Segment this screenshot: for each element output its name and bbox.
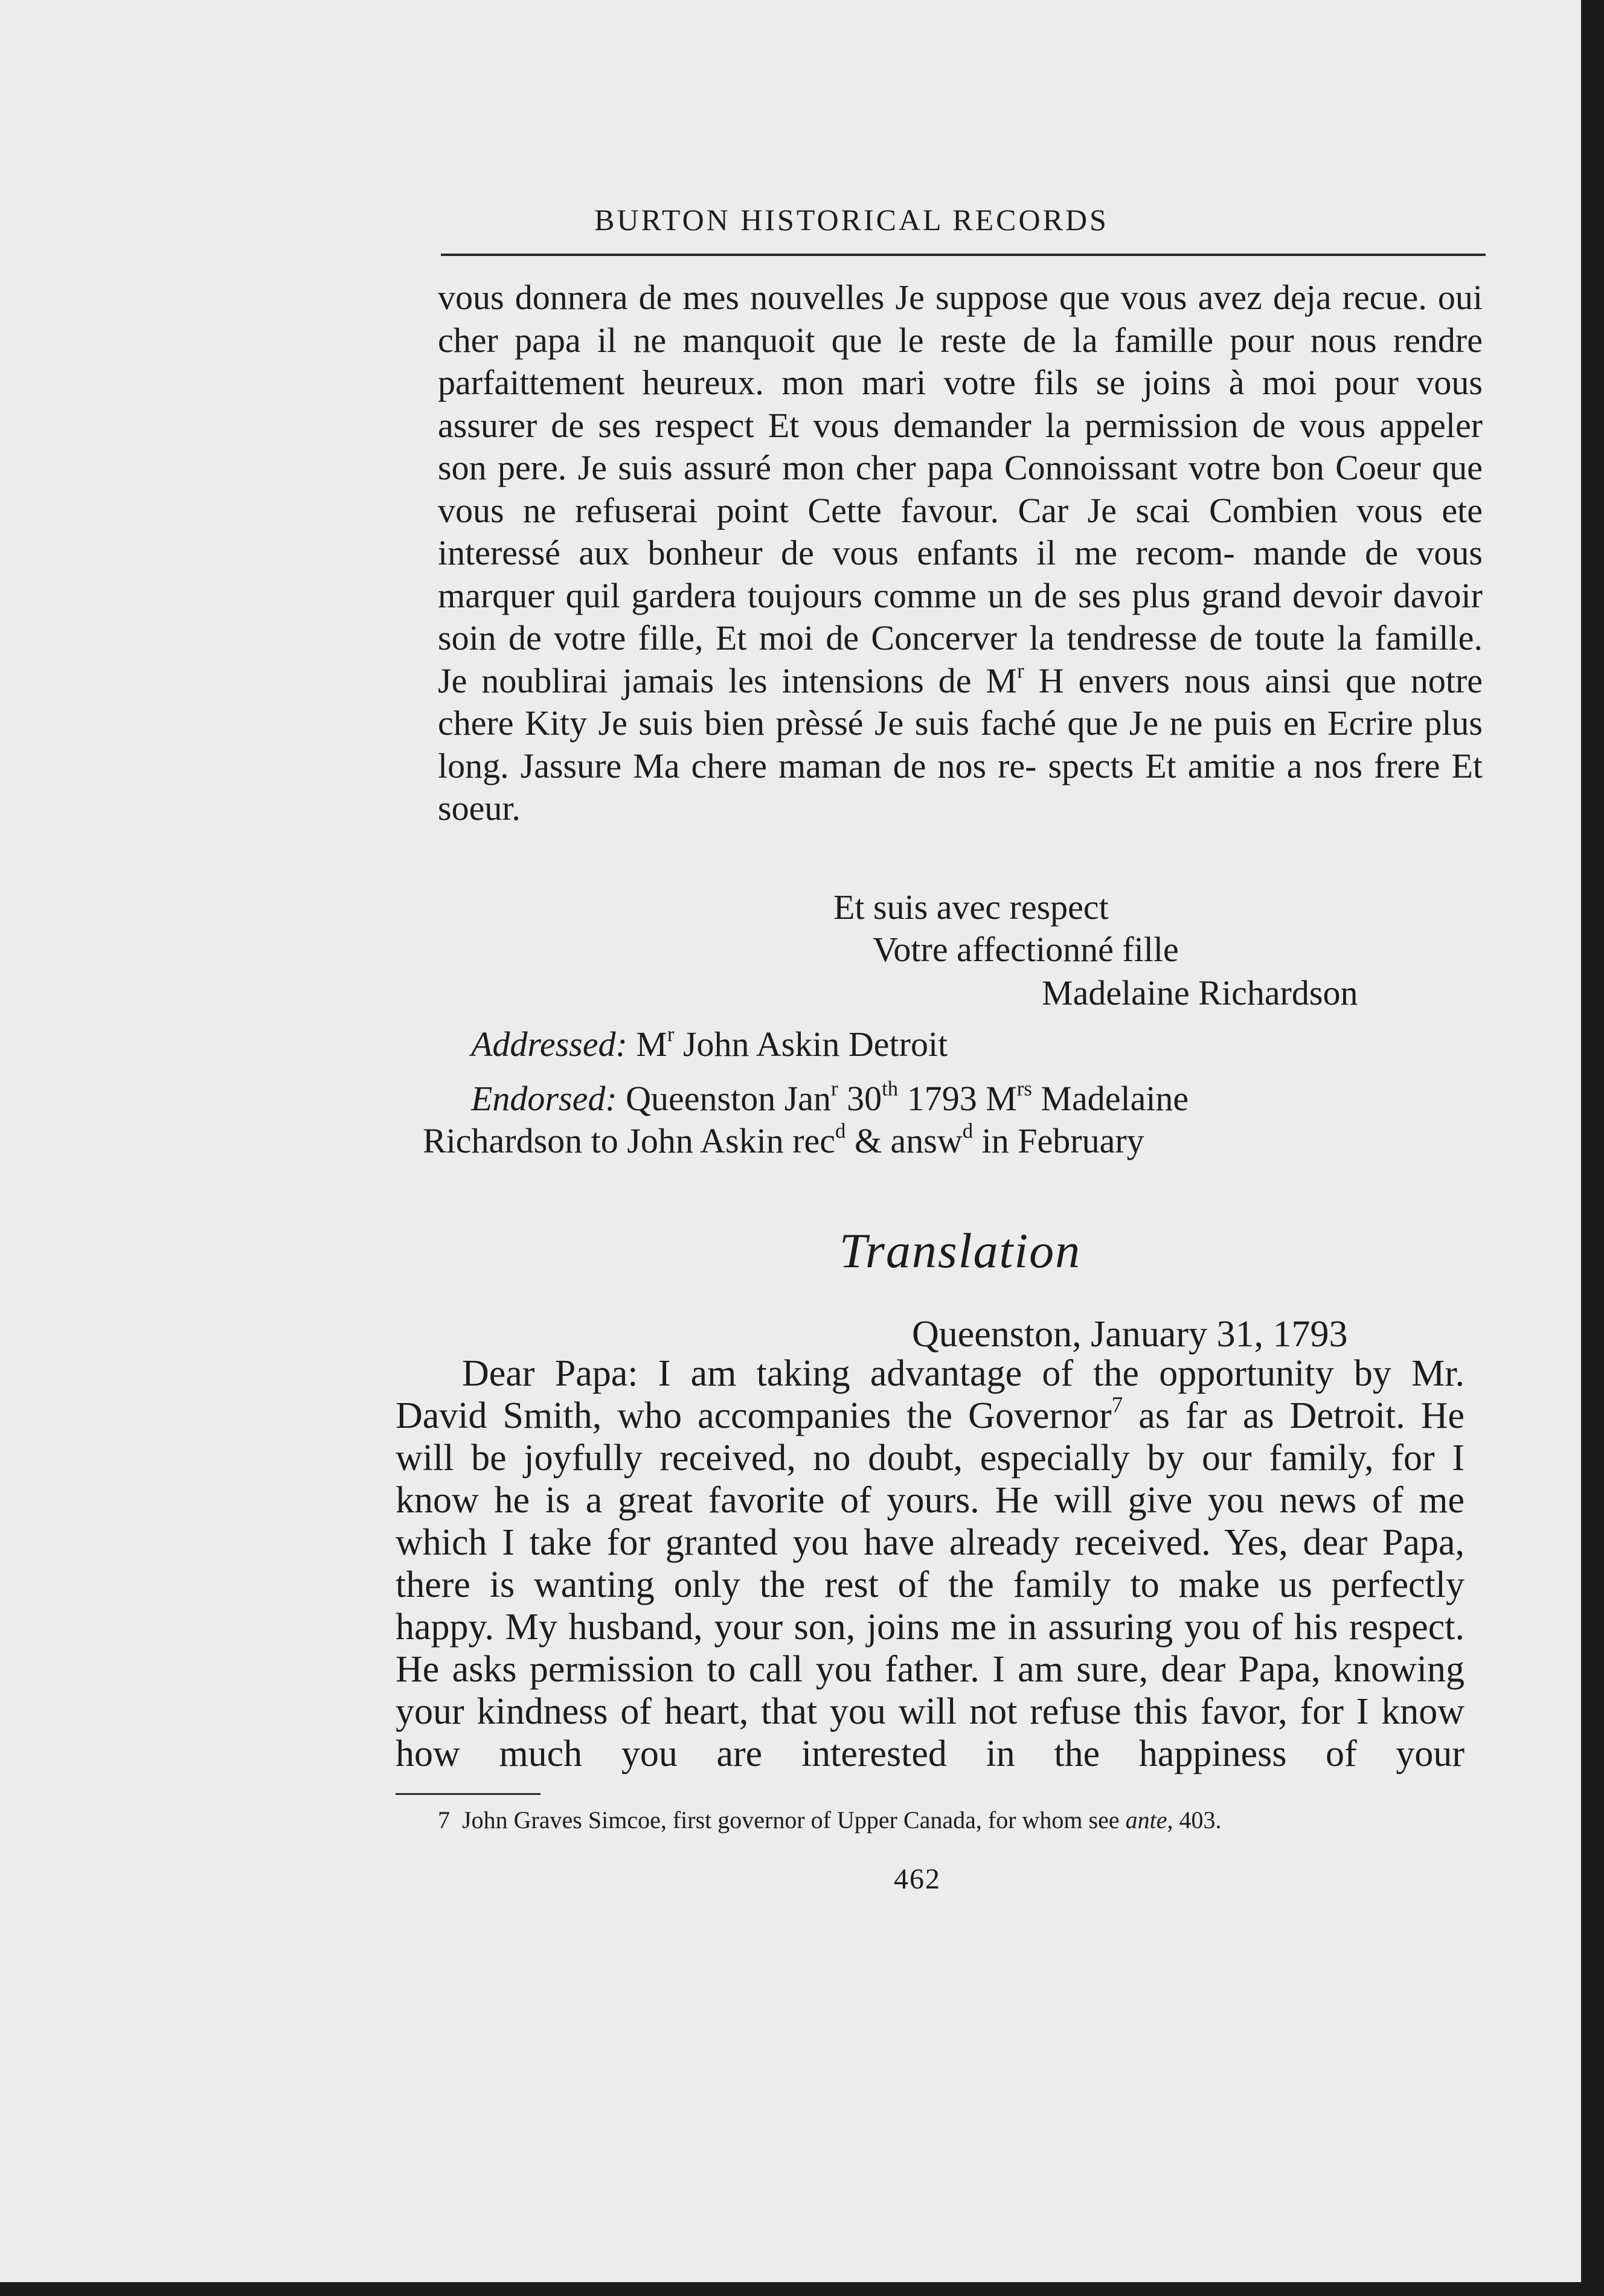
french-letter-text: vous donnera de mes nouvelles Je suppose que vous avez deja recue. oui cher papa il ne manquoit que le reste de la famille pour nous rendre parfaittement heureux. mon mari votre fils se joins à moi pour vous assurer de ses respect Et vous demander la permission de vous appeler son pere. Je suis assuré mon cher papa Connoissant votre bon Coeur que vous ne refuserai point Cette favour. Car Je scai Combien vous ete interessé aux bonheur de vous enfants il me recom- mande de vous marquer quil gardera toujours comme un de ses plus grand devoir davoir soin de votre fille, Et moi de Concerver la tendresse de toute la famille. Je noublirai jamais les intensions de M [438,278,1483,700]
superscript: rs [1016,1076,1032,1101]
superscript: r [831,1076,838,1101]
addressed-label: Addressed: [471,1025,627,1064]
dateline: Queenston, January 31, 1793 [912,1314,1348,1355]
endorsed-line-1 [471,1078,1189,1120]
endorsed-text: 30 [838,1079,882,1118]
endorsed-label: Endorsed: [471,1079,617,1118]
page-number: 462 [894,1863,941,1895]
closing-line-2: Votre affectionné fille [873,930,1179,969]
footnote [438,1805,1464,1835]
translation-text: Dear Papa: I am taking advantage of the opportunity by Mr. David Smith, who accompanies the Governor [396,1353,1464,1436]
footnote-text: John Graves Simcoe, first governor of Upper Canada, for whom see [462,1806,1126,1834]
translation-paragraph [396,1352,1464,1775]
signature: Madelaine Richardson [1042,973,1358,1012]
endorsed-text: in February [973,1121,1144,1160]
endorsed-text: Queenston Jan [617,1079,832,1118]
running-head: BURTON HISTORICAL RECORDS [594,203,1109,237]
footnote-text-end: , 403. [1167,1806,1222,1834]
endorsed-text: 1793 M [898,1079,1017,1118]
endorsed-text: Madelaine [1031,1079,1189,1118]
superscript: th [882,1076,899,1101]
french-letter-paragraph [438,277,1483,830]
section-title: Translation [839,1223,1082,1278]
footnote-rule [396,1793,541,1795]
endorsed-text: Richardson to John Askin rec [423,1121,836,1160]
addressed-line [471,1023,948,1066]
addressed-prefix: M [636,1025,667,1064]
footnote-marker: 7 [1111,1392,1123,1418]
footnote-number: 7 [438,1806,450,1834]
endorsed-line-2 [423,1120,1144,1162]
french-letter-body [438,277,1483,830]
superscript: d [835,1119,846,1143]
addressed-text: John Askin Detroit [674,1025,948,1064]
translation-text-cont: as far as Detroit. He will be joyfully received, no doubt, especially by our family, for I know he is a great favorite of yours. He will give you news of me which I take for granted you have already received. Yes, dear Papa, there is wanting only the rest of the family to make us perfectly happy. My husband, your son, joins me in assuring you of his respect. He asks permission to call you father. I am sure, dear Papa, knowing your kindness of heart, that you will not refuse this favor, for I know how much you are interested in the happiness of your [396,1395,1464,1774]
superscript: r [1017,659,1024,683]
endorsed-text: & answ [845,1121,963,1160]
superscript: d [962,1119,974,1143]
header-rule [441,254,1486,256]
french-letter-text-cont: H envers nous ainsi que notre chere Kity Je suis bien prèssé Je suis faché que Je ne puis en Ecrire plus long. Jassure Ma chere maman de nos re- spects Et amitie a nos frere Et soeur. [438,660,1483,828]
closing-line-1: Et suis avec respect [833,887,1109,927]
superscript: r [667,1022,675,1046]
footnote-italic: ante [1125,1806,1167,1834]
